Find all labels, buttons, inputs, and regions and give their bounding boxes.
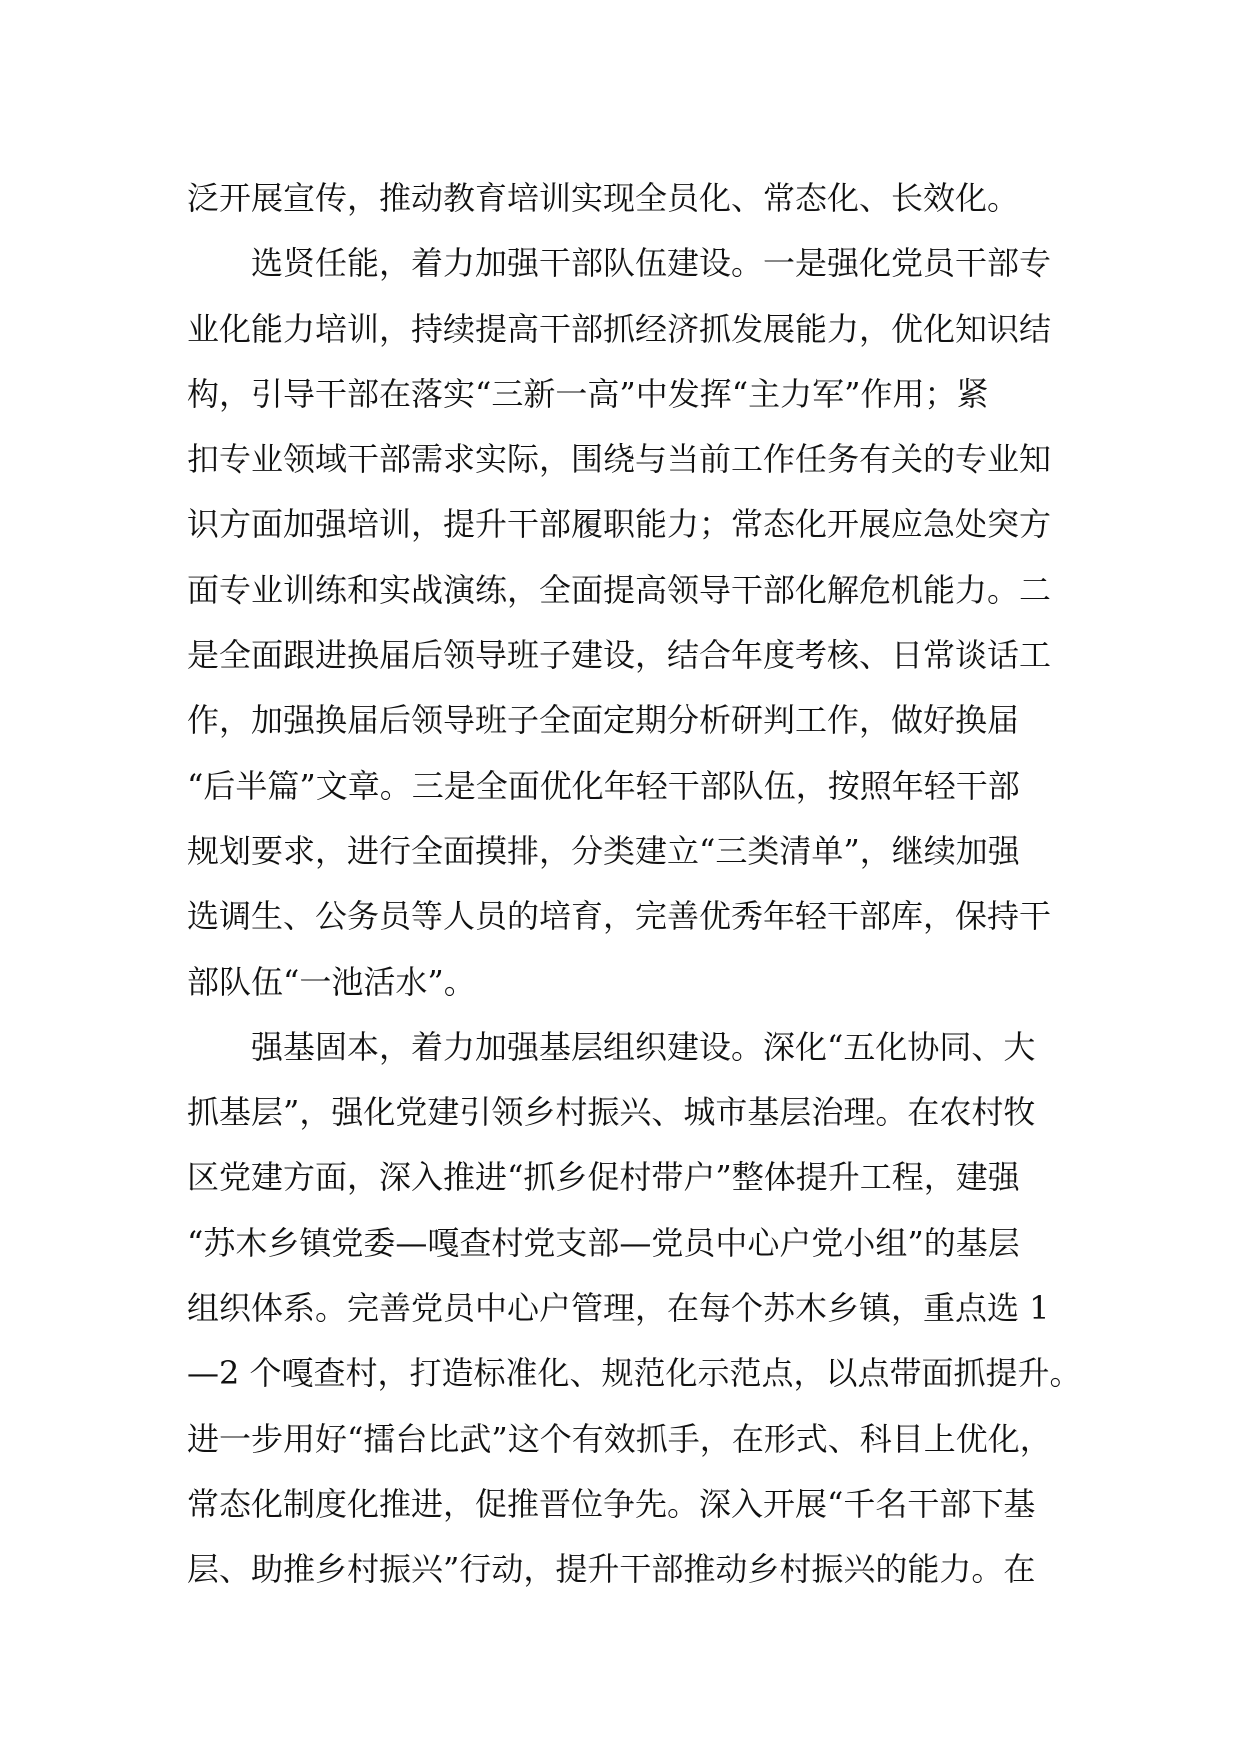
body-text xyxy=(187,166,1082,1603)
paragraph-start-line: 强基固本，着力加强基层组织建设。深化“五化协同、大 xyxy=(251,1027,1036,1066)
text-line: 是全面跟进换届后领导班子建设，结合年度考核、日常谈话工 xyxy=(187,636,1052,675)
text-line: 抓基层”，强化党建引领乡村振兴、城市基层治理。在农村牧 xyxy=(187,1093,1036,1132)
text-line: 选调生、公务员等人员的培育，完善优秀年轻干部库，保持干 xyxy=(187,897,1052,936)
text-line: 业化能力培训，持续提高干部抓经济抓发展能力，优化知识结 xyxy=(187,309,1052,348)
text-line: 面专业训练和实战演练，全面提高领导干部化解危机能力。二 xyxy=(187,570,1052,609)
text-line: 构，引导干部在落实“三新一高”中发挥“主力军”作用；紧 xyxy=(187,374,989,413)
text-line: 进一步用好“擂台比武”这个有效抓手，在形式、科目上优化， xyxy=(187,1419,1052,1458)
text-line: “苏木乡镇党委—嘎查村党支部—党员中心户党小组”的基层 xyxy=(187,1223,1020,1262)
text-line: 泛开展宣传，推动教育培训实现全员化、常态化、长效化。 xyxy=(187,179,1020,217)
text-line: 规划要求，进行全面摸排，分类建立“三类清单”，继续加强 xyxy=(187,831,1020,870)
text-line: 识方面加强培训，提升干部履职能力；常态化开展应急处突方 xyxy=(187,505,1052,544)
text-line: 组织体系。完善党员中心户管理，在每个苏木乡镇，重点选 1 xyxy=(187,1289,1050,1328)
text-line: 部队伍“一池活水”。 xyxy=(187,962,476,1001)
text-line: 扣专业领域干部需求实际，围绕与当前工作任务有关的专业知 xyxy=(187,440,1052,479)
text-line: “后半篇”文章。三是全面优化年轻干部队伍，按照年轻干部 xyxy=(187,766,1020,805)
text-line: 常态化制度化推进，促推晋位争先。深入开展“千名干部下基 xyxy=(187,1484,1036,1523)
text-line: 层、助推乡村振兴”行动，提升干部推动乡村振兴的能力。在 xyxy=(187,1550,1036,1589)
text-line: 作，加强换届后领导班子全面定期分析研判工作，做好换届 xyxy=(187,701,1020,740)
paragraph-start-line: 选贤任能，着力加强干部队伍建设。一是强化党员干部专 xyxy=(251,244,1052,283)
text-line: 区党建方面，深入推进“抓乡促村带户”整体提升工程，建强 xyxy=(187,1158,1020,1197)
text-line: —2 个嘎查村，打造标准化、规范化示范点，以点带面抓提升。 xyxy=(187,1354,1082,1393)
